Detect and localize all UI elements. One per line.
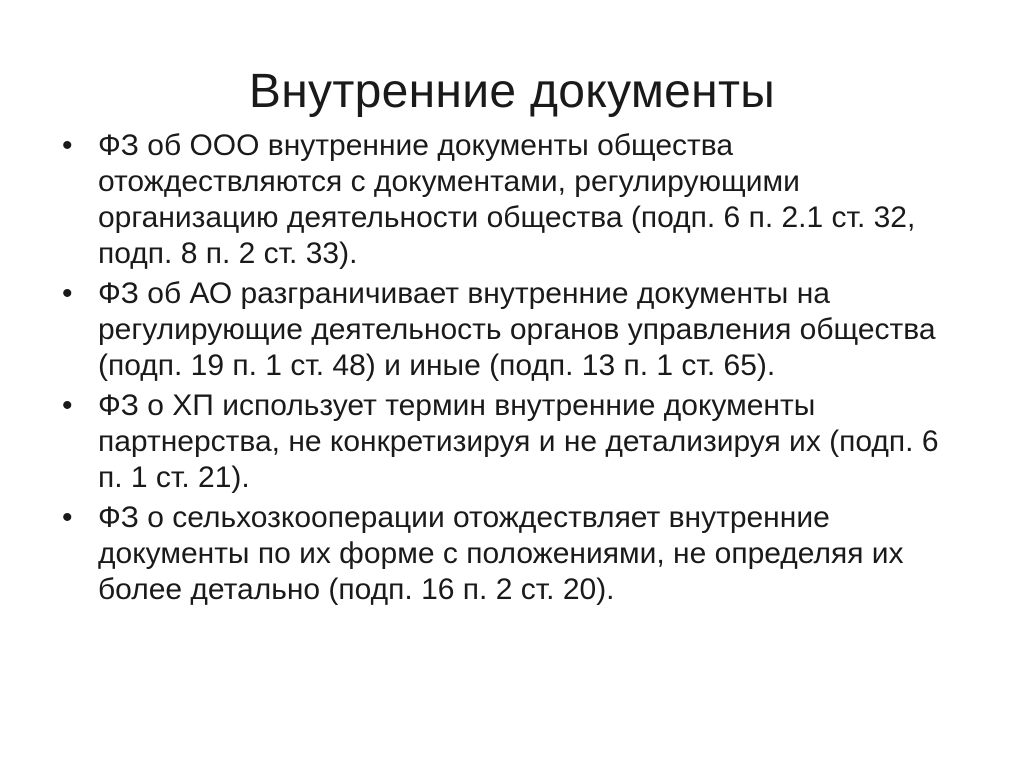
bullet-icon: • (62, 501, 73, 534)
bullet-item-ooo (62, 128, 962, 272)
bullet-text: ФЗ об АО разграничивает внутренние документы на регулирующие деятельность органов управления общества (подп. 19 п. 1 ст. 48) и иные (подп. 13 п. 1 ст. 65). (98, 277, 936, 382)
bullet-icon: • (62, 389, 73, 422)
bullet-item-ao (62, 276, 962, 384)
bullet-item-hp (62, 388, 962, 496)
bullet-icon: • (62, 277, 73, 310)
bullet-list (62, 128, 962, 612)
bullet-text: ФЗ о ХП использует термин внутренние документы партнерства, не конкретизируя и не детализируя их (подп. 6 п. 1 ст. 21). (98, 389, 939, 494)
bullet-text: ФЗ о сельхозкооперации отождествляет внутренние документы по их форме с положениями, не определяя их более детально (подп. 16 п. 2 ст. 20). (98, 501, 904, 606)
bullet-text: ФЗ об ООО внутренние документы общества отождествляются с документами, регулирующими организацию деятельности общества (подп. 6 п. 2.1 ст. 32, подп. 8 п. 2 ст. 33). (98, 129, 916, 270)
slide-title: Внутренние документы (248, 65, 776, 118)
bullet-icon: • (62, 129, 73, 162)
bullet-item-agricoop (62, 500, 962, 608)
